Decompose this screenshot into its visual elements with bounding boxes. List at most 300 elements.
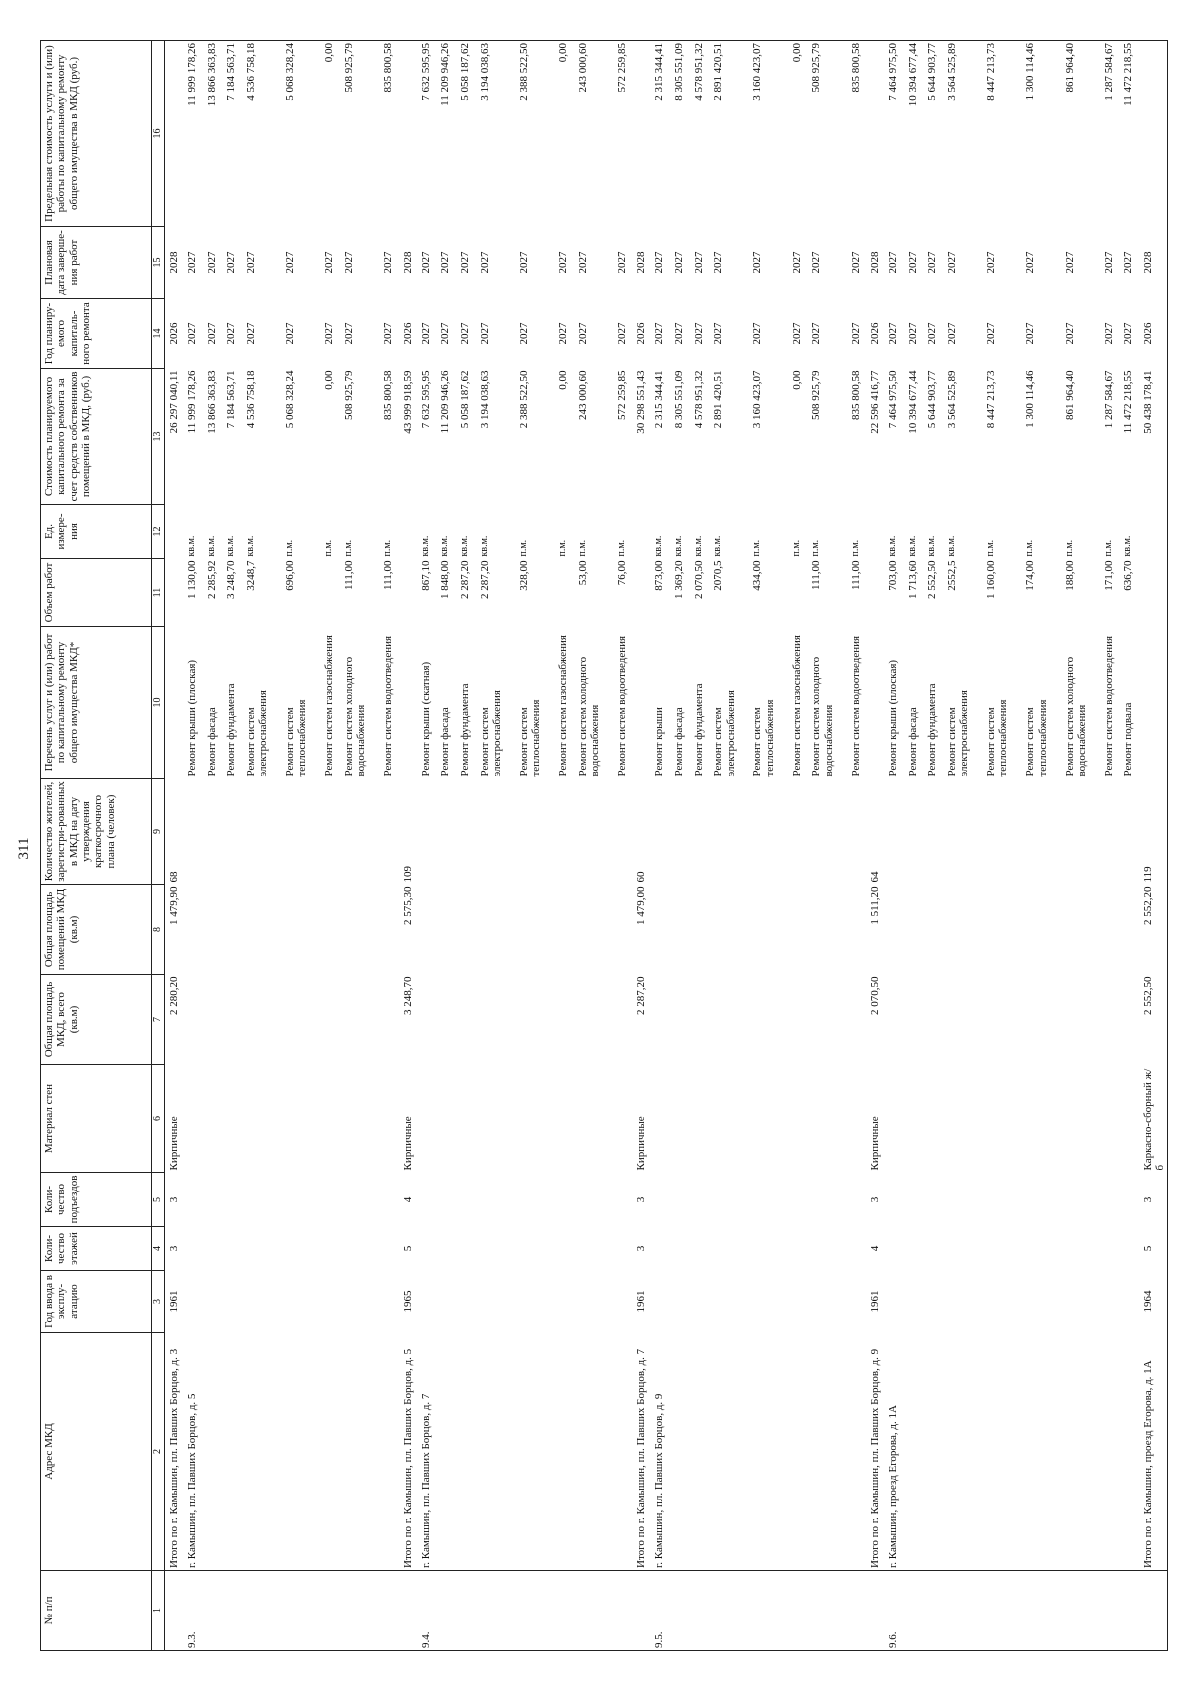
cell-col-4	[926, 1227, 946, 1271]
cell-col-8	[850, 885, 870, 975]
cell-col-13: 8 447 213,73	[985, 370, 998, 429]
cell-col-6	[459, 1065, 479, 1173]
column-header-10: Перечень услуг и (или) работ по капитальному ремонту общего имущества МКД*	[41, 627, 152, 779]
cell-col-7: 2 280,20	[168, 976, 180, 1015]
cell-col-3	[1024, 1271, 1063, 1333]
cell-col-14: 2027	[790, 322, 803, 345]
cell-col-1	[673, 1571, 693, 1651]
column-number-5: 5	[152, 1173, 165, 1227]
filler-cell	[1167, 1333, 1168, 1571]
cell-col-2	[479, 1333, 518, 1571]
cell-col-6	[907, 1065, 927, 1173]
cell-col-15: 2027	[186, 251, 198, 274]
cell-col-12: кв.м.	[458, 535, 470, 557]
cell-col-10: Ремонт систем водоотведения	[849, 635, 862, 777]
cell-col-4	[479, 1227, 518, 1271]
cell-col-5	[420, 1173, 440, 1227]
cell-col-14: 2027	[1102, 322, 1115, 345]
cell-col-4	[907, 1227, 927, 1271]
cell-col-7	[420, 975, 440, 1065]
cell-col-3	[850, 1271, 870, 1333]
table-row	[420, 41, 440, 1651]
cell-col-12: кв.м.	[906, 535, 918, 557]
cell-col-16: 11 209 946,26	[439, 43, 452, 106]
cell-col-15: 2027	[790, 251, 803, 274]
table-row	[518, 41, 557, 1651]
cell-col-11: 2 285,92	[205, 560, 218, 599]
cell-col-14: 2027	[419, 322, 432, 345]
cell-col-16: 835 800,58	[849, 43, 862, 93]
cell-col-12: п.м.	[751, 539, 763, 557]
cell-col-5	[907, 1173, 927, 1227]
cell-col-14: 2027	[323, 322, 336, 345]
cell-col-10	[402, 627, 420, 779]
table-row	[577, 41, 616, 1651]
cell-col-15: 2027	[712, 251, 725, 274]
cell-col-15: 2027	[1063, 251, 1076, 274]
cell-col-2	[751, 1333, 790, 1571]
cell-col-10: Ремонт систем электроснабжения	[244, 690, 270, 777]
cell-col-13: 835 800,58	[382, 370, 395, 420]
cell-col-12: п.м.	[517, 539, 529, 557]
cell-col-12	[1142, 505, 1167, 559]
cell-col-8	[459, 885, 479, 975]
cell-col-14: 2027	[653, 322, 666, 345]
cell-col-8	[186, 885, 206, 975]
cell-col-11: 111,00	[342, 560, 355, 590]
cell-col-7	[284, 975, 323, 1065]
cell-col-14: 2027	[186, 322, 198, 345]
cell-col-5	[459, 1173, 479, 1227]
cell-col-15: 2028	[401, 251, 414, 274]
cell-col-7	[751, 975, 790, 1065]
cell-col-6	[323, 1065, 343, 1173]
cell-col-4	[985, 1227, 1024, 1271]
cell-col-13: 2 891 420,51	[712, 370, 725, 429]
cell-col-11	[557, 559, 577, 627]
cell-col-13: 3 194 038,63	[478, 370, 491, 429]
cell-col-10: Ремонт фасада	[673, 707, 686, 777]
cell-col-3	[439, 1271, 459, 1333]
cell-col-7	[343, 975, 382, 1065]
cell-col-10: Ремонт систем теплоснабжения	[751, 699, 776, 777]
cell-col-11: 171,00	[1102, 560, 1115, 591]
cell-col-13: 11 999 178,26	[186, 370, 198, 434]
column-number-row	[152, 41, 165, 1651]
cell-col-8	[946, 885, 985, 975]
table-row	[810, 41, 849, 1651]
cell-col-2	[926, 1333, 946, 1571]
cell-col-6	[1103, 1065, 1123, 1173]
cell-col-1	[985, 1571, 1024, 1651]
cell-col-10: Ремонт систем теплоснабжения	[517, 699, 543, 777]
cell-col-9	[186, 779, 206, 885]
cell-col-2: Итого по г. Камышин, пл. Павших Борцов, д. 9	[869, 1348, 882, 1568]
cell-col-16: 2 891 420,51	[712, 43, 725, 101]
filler-cell	[1167, 779, 1168, 885]
cell-col-14: 2027	[342, 322, 355, 345]
cell-col-3	[206, 1271, 226, 1333]
cell-col-2	[616, 1333, 636, 1571]
cell-col-7	[518, 975, 557, 1065]
cell-col-10: Ремонт фасада	[906, 707, 919, 777]
cell-col-8: 2 575,30	[401, 886, 414, 925]
cell-col-10: Ремонт систем холодного водоснабжения	[810, 656, 835, 777]
cell-col-16: 5 068 328,24	[284, 43, 297, 101]
cell-col-4	[946, 1227, 985, 1271]
cell-col-8	[1122, 885, 1142, 975]
cell-col-1	[850, 1571, 870, 1651]
cell-col-6	[653, 1065, 673, 1173]
cell-col-10: Ремонт систем газоснабжения	[790, 635, 803, 777]
cell-col-10	[1142, 627, 1167, 779]
cell-col-15: 2027	[615, 251, 628, 274]
cell-col-4	[245, 1227, 284, 1271]
cell-col-13: 7 184 563,71	[225, 370, 238, 429]
cell-col-12: кв.м.	[887, 535, 899, 557]
cell-col-14: 2027	[1024, 322, 1037, 345]
cell-col-3	[616, 1271, 636, 1333]
table-row	[887, 41, 907, 1651]
cell-col-4	[323, 1227, 343, 1271]
cell-col-1	[926, 1571, 946, 1651]
cell-col-6	[673, 1065, 693, 1173]
cell-col-7	[616, 975, 636, 1065]
cell-col-5	[673, 1173, 693, 1227]
table-row	[1122, 41, 1142, 1651]
cell-col-1	[616, 1571, 636, 1651]
cell-col-10: Ремонт систем теплоснабжения	[985, 699, 1010, 777]
cell-col-5	[439, 1173, 459, 1227]
cell-col-1	[1142, 1571, 1167, 1651]
table-header	[41, 41, 152, 1651]
cell-col-5	[653, 1173, 673, 1227]
cell-col-15: 2027	[1102, 251, 1115, 274]
cell-col-8	[616, 885, 636, 975]
cell-col-9	[751, 779, 790, 885]
table-row	[225, 41, 245, 1651]
filler-cell	[1167, 1227, 1168, 1271]
column-number-14: 14	[152, 299, 165, 369]
cell-col-5: 3	[168, 1196, 180, 1203]
cell-col-11: 1 130,00	[186, 560, 198, 599]
cell-col-7	[887, 975, 907, 1065]
column-header-8: Общая площадь помещений МКД (кв.м)	[41, 885, 152, 975]
cell-col-13: 8 305 551,09	[673, 370, 686, 429]
cell-col-3	[791, 1271, 811, 1333]
cell-col-13: 835 800,58	[849, 370, 862, 420]
cell-col-11: 111,00	[810, 560, 823, 590]
cell-col-13: 2 388 522,50	[517, 370, 530, 429]
cell-col-10: Ремонт подвала	[1122, 702, 1135, 777]
cell-col-16	[402, 41, 420, 227]
cell-col-5	[946, 1173, 985, 1227]
cell-col-9	[479, 779, 518, 885]
cell-col-5	[557, 1173, 577, 1227]
cell-col-13: 11 472 218,55	[1122, 370, 1135, 434]
cell-col-16: 4 536 758,18	[244, 43, 257, 101]
cell-col-14: 2026	[168, 322, 180, 345]
cell-col-11: 2 287,20	[458, 560, 471, 599]
table-row	[459, 41, 479, 1651]
cell-col-16: 1 287 584,67	[1102, 43, 1115, 101]
cell-col-15: 2027	[556, 251, 569, 274]
cell-col-12: п.м.	[284, 539, 296, 557]
cell-col-14: 2027	[985, 322, 998, 345]
cell-col-5	[518, 1173, 557, 1227]
cell-col-16: 3 564 525,89	[945, 43, 958, 101]
filler-cell	[1167, 627, 1168, 779]
cell-col-10: Ремонт крыши (плоская)	[887, 659, 900, 777]
cell-col-12: п.м.	[1024, 539, 1036, 557]
cell-col-4	[382, 1227, 402, 1271]
cell-col-11	[402, 559, 420, 627]
cell-col-4: 4	[869, 1245, 882, 1252]
cell-col-2	[323, 1333, 343, 1571]
cell-col-11: 873,00	[653, 560, 666, 591]
cell-col-1	[439, 1571, 459, 1651]
cell-col-16	[165, 41, 187, 227]
cell-col-15: 2027	[849, 251, 862, 274]
cell-col-7: 2 552,50	[1142, 976, 1155, 1015]
cell-col-6	[225, 1065, 245, 1173]
cell-col-7	[1122, 975, 1142, 1065]
cell-col-5	[1103, 1173, 1123, 1227]
cell-col-14: 2027	[225, 322, 238, 345]
cell-col-15: 2027	[323, 251, 336, 274]
cell-col-6: Кирпичные	[401, 1116, 414, 1171]
cell-col-9: 68	[168, 871, 180, 883]
cell-col-12: кв.м.	[653, 535, 665, 557]
cell-col-14: 2027	[1122, 322, 1135, 345]
cell-col-8	[887, 885, 907, 975]
cell-col-10: Ремонт систем холодного водоснабжения	[576, 656, 601, 777]
cell-col-9	[577, 779, 616, 885]
table-row	[479, 41, 518, 1651]
cell-col-7	[245, 975, 284, 1065]
table-row	[439, 41, 459, 1651]
cell-col-2	[1103, 1333, 1123, 1571]
cell-col-12: п.м.	[382, 539, 394, 557]
filler-cell	[1167, 559, 1168, 627]
cell-col-9	[439, 779, 459, 885]
cell-col-8	[557, 885, 577, 975]
cell-col-6: Кирпичные	[869, 1116, 882, 1171]
cell-col-12: кв.м.	[225, 535, 237, 557]
column-number-1: 1	[152, 1571, 165, 1651]
cell-col-8	[1024, 885, 1063, 975]
total-row	[1142, 41, 1167, 1651]
cell-col-7: 3 248,70	[401, 976, 414, 1015]
cell-col-14: 2027	[458, 322, 471, 345]
cell-col-8	[653, 885, 673, 975]
cell-col-16: 3 160 423,07	[751, 43, 764, 101]
cell-col-7	[907, 975, 927, 1065]
cell-col-11: 174,00	[1024, 560, 1037, 591]
cell-col-2	[810, 1333, 849, 1571]
cell-col-16: 11 472 218,55	[1122, 43, 1135, 106]
cell-col-15: 2028	[1142, 251, 1155, 274]
cell-col-8	[926, 885, 946, 975]
cell-col-6	[926, 1065, 946, 1173]
cell-col-12: кв.м.	[673, 535, 685, 557]
cell-col-15: 2028	[168, 251, 180, 274]
cell-col-14: 2026	[1142, 322, 1155, 345]
cell-col-11	[323, 559, 343, 627]
cell-col-13: 0,00	[323, 370, 336, 390]
cell-col-6	[887, 1065, 907, 1173]
cell-col-15: 2027	[205, 251, 218, 274]
cell-col-8	[907, 885, 927, 975]
cell-col-12: кв.м.	[244, 535, 256, 557]
cell-col-7	[206, 975, 226, 1065]
cell-col-6: Кирпичные	[635, 1116, 648, 1171]
cell-col-16: 3 194 038,63	[478, 43, 491, 101]
cell-col-10: Ремонт систем теплоснабжения	[1024, 699, 1049, 777]
cell-col-9	[616, 779, 636, 885]
cell-col-5	[791, 1173, 811, 1227]
cell-col-11	[1142, 559, 1167, 627]
cell-col-16: 243 000,60	[576, 43, 589, 93]
cell-col-8	[577, 885, 616, 975]
cell-col-16: 7 464 975,50	[887, 43, 900, 101]
cell-col-12	[635, 505, 653, 559]
cell-col-15: 2027	[517, 251, 530, 274]
cell-col-5	[382, 1173, 402, 1227]
cell-col-4	[1064, 1227, 1103, 1271]
cell-col-5	[1064, 1173, 1103, 1227]
cell-col-6	[985, 1065, 1024, 1173]
filler-cell	[1167, 1271, 1168, 1333]
cell-col-13: 0,00	[556, 370, 569, 390]
cell-col-6	[518, 1065, 557, 1173]
cell-col-4	[459, 1227, 479, 1271]
cell-col-2	[459, 1333, 479, 1571]
cell-col-8: 1 479,90	[168, 886, 180, 925]
cell-col-2	[284, 1333, 323, 1571]
cell-col-2: Итого по г. Камышин, пл. Павших Борцов, д. 3	[168, 1348, 180, 1568]
cell-col-7	[810, 975, 849, 1065]
cell-col-12: п.м.	[1063, 539, 1075, 557]
column-number-4: 4	[152, 1227, 165, 1271]
cell-col-9	[1103, 779, 1123, 885]
cell-col-5	[810, 1173, 849, 1227]
cell-col-5: 3	[1142, 1196, 1155, 1203]
column-header-1: № п/п	[41, 1571, 152, 1651]
cell-col-12: п.м.	[556, 539, 568, 557]
cell-col-6	[284, 1065, 323, 1173]
cell-col-1	[245, 1571, 284, 1651]
cell-col-10: Ремонт систем электроснабжения	[712, 690, 737, 777]
cell-col-2: Итого по г. Камышин, пл. Павших Борцов, д. 7	[635, 1348, 648, 1568]
cell-col-8	[382, 885, 402, 975]
cell-col-12: кв.м.	[692, 535, 704, 557]
cell-col-9	[557, 779, 577, 885]
cell-col-12: п.м.	[342, 539, 354, 557]
cell-col-3	[810, 1271, 849, 1333]
cell-col-3	[557, 1271, 577, 1333]
cell-col-6	[420, 1065, 440, 1173]
cell-col-11: 1 160,00	[985, 560, 998, 599]
cell-col-11: 76,00	[615, 560, 628, 586]
cell-col-16: 13 866 363,83	[205, 43, 218, 107]
cell-col-16	[1142, 41, 1167, 227]
cell-col-8	[751, 885, 790, 975]
cell-col-4	[284, 1227, 323, 1271]
column-header-15: Плановая дата заверше-ния работ	[41, 227, 152, 299]
cell-col-4	[850, 1227, 870, 1271]
cell-col-4	[186, 1227, 206, 1271]
column-header-5: Коли-чество подъездов	[41, 1173, 152, 1227]
cell-col-13: 22 596 416,77	[869, 370, 882, 434]
cell-col-11: 696,00	[284, 560, 297, 591]
column-number-8: 8	[152, 885, 165, 975]
filler-cell	[1167, 1065, 1168, 1173]
cell-col-13: 4 578 951,32	[692, 370, 705, 429]
cell-col-6	[850, 1065, 870, 1173]
cell-col-1	[206, 1571, 226, 1651]
cell-col-16: 2 388 522,50	[517, 43, 530, 101]
cell-col-12: кв.м.	[712, 535, 724, 557]
cell-col-11: 434,00	[751, 560, 764, 591]
cell-col-13: 5 068 328,24	[284, 370, 297, 429]
cell-col-8	[1103, 885, 1123, 975]
cell-col-10: Ремонт фундамента	[692, 683, 705, 777]
cell-col-6	[693, 1065, 713, 1173]
cell-col-9	[693, 779, 713, 885]
cell-col-1	[577, 1571, 616, 1651]
cell-col-14: 2027	[1063, 322, 1076, 345]
cell-col-4	[887, 1227, 907, 1271]
cell-col-8	[712, 885, 751, 975]
column-number-13: 13	[152, 369, 165, 505]
cell-col-2	[1024, 1333, 1063, 1571]
cell-col-9	[926, 779, 946, 885]
cell-col-2	[343, 1333, 382, 1571]
cell-col-12: кв.м.	[926, 535, 938, 557]
cell-col-14: 2027	[244, 322, 257, 345]
cell-col-11: 1 848,00	[439, 560, 452, 599]
table-row	[946, 41, 985, 1651]
cell-col-2	[225, 1333, 245, 1571]
cell-col-10: Ремонт систем водоотведения	[382, 635, 395, 777]
cell-col-12: п.м.	[1102, 539, 1114, 557]
cell-col-12: п.м.	[790, 539, 802, 557]
cell-col-4	[225, 1227, 245, 1271]
cell-col-8	[245, 885, 284, 975]
cell-col-15: 2028	[869, 251, 882, 274]
table-row	[712, 41, 751, 1651]
cell-col-2: г. Камышин, пл. Павших Борцов, д. 7	[419, 1393, 432, 1568]
cell-col-5	[926, 1173, 946, 1227]
cell-col-13: 572 259,85	[615, 370, 628, 420]
cell-col-5	[985, 1173, 1024, 1227]
cell-col-5	[206, 1173, 226, 1227]
cell-col-1	[382, 1571, 402, 1651]
cell-col-10: Ремонт систем водоотведения	[615, 635, 628, 777]
cell-col-8	[323, 885, 343, 975]
table-row	[751, 41, 790, 1651]
cell-col-10: Ремонт фасада	[205, 707, 218, 777]
cell-col-2	[850, 1333, 870, 1571]
cell-col-5	[1024, 1173, 1063, 1227]
cell-col-3	[323, 1271, 343, 1333]
cell-col-12: кв.м.	[205, 535, 217, 557]
cell-col-16: 0,00	[556, 43, 569, 63]
cell-col-9	[382, 779, 402, 885]
cell-col-10: Ремонт крыши (скатная)	[419, 661, 432, 777]
cell-col-2	[439, 1333, 459, 1571]
